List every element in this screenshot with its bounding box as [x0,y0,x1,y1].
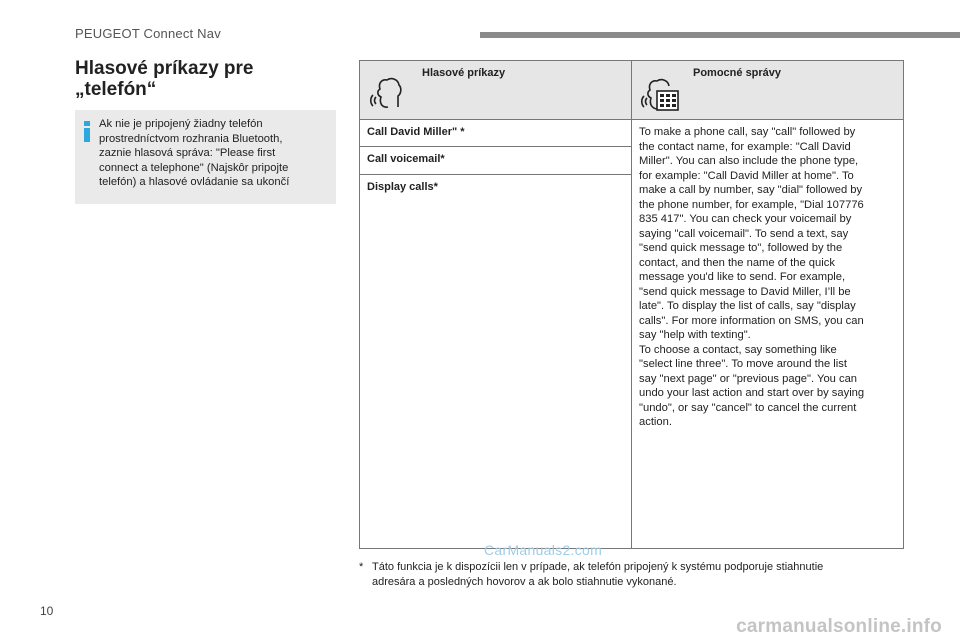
help-line: make a call by number, say "dial" followed by [639,184,863,196]
footnote [359,560,919,590]
site-watermark: carmanualsonline.info [736,616,942,637]
help-line: contact, and then the name of the quick [639,256,835,269]
help-line: late". To display the list of calls, say "display [639,300,856,312]
help-line: for example: "Call David Miller at home". To [639,169,854,182]
info-icon [83,121,91,142]
help-line: To make a phone call, say "call" followed by [639,126,856,138]
info-line: telefón) a hlasové ovládanie sa ukončí [99,176,290,189]
info-line: connect a telephone" (Najskôr pripojte [99,161,289,174]
section-title-line-2: „telefón“ [75,79,157,100]
info-line: prostredníctvom rozhrania Bluetooth, [99,132,283,145]
help-line: calls". For more information on SMS, you can [639,314,864,327]
help-line: Miller". You can also include the phone type, [639,155,859,167]
info-line: zaznie hlasová správa: "Please first [99,147,276,160]
header-bar [480,32,960,38]
help-messages-column [632,61,903,548]
command-display-calls: Display calls* [367,181,438,193]
speaking-head-screen-icon [640,71,680,113]
commands-column [360,61,632,548]
help-line: the contact name, for example: "Call David [639,140,851,153]
footnote-line-2: adresára a posledných hovorov a ak bolo stiahnutie vykonané. [372,576,677,588]
help-line: say "help with texting". [639,329,751,341]
footnote-line-1: Táto funkcia je k dispozícii len v prípade, ak telefón pripojený k systému podporuje stiahnutie [372,561,824,573]
help-line: 835 417". You can check your voicemail by [639,213,852,225]
help-line: saying "call voicemail". To send a text, say [639,227,849,240]
help-line: "send quick message to David Miller, I’ll be [639,285,851,298]
help-message-text [632,120,903,435]
help-messages-column-header [632,61,903,120]
help-line: "send quick message to", followed by the [639,242,843,254]
page-number: 10 [40,604,54,618]
help-messages-column-title: Pomocné správy [693,67,782,79]
info-line: Ak nie je pripojený žiadny telefón [99,118,263,130]
info-box [75,110,336,204]
watermark: CarManuals2.com [484,542,603,558]
help-line: message you'd like to send. For example, [639,271,846,283]
help-line: the phone number, for example, "Dial 107776 [639,198,864,211]
footnote-marker: * [359,561,364,573]
commands-column-title: Hlasové príkazy [422,67,506,79]
help-line: action. [639,416,672,428]
command-call-contact: Call David Miller" * [360,120,631,147]
help-line: "undo", or say "cancel" to cancel the current [639,401,857,414]
info-text [99,117,326,190]
section-title-line-1: Hlasové príkazy pre [75,58,254,79]
section-title [75,58,345,100]
help-line: To choose a contact, say something like [639,343,837,356]
help-line: "select line three". To move around the list [639,358,847,370]
help-line: say "next page" or "previous page". You can [639,372,858,385]
help-line: undo your last action and start over by saying [639,387,865,399]
speaking-head-icon [368,71,408,113]
command-call-voicemail: Call voicemail* [360,147,631,175]
document-header-title: PEUGEOT Connect Nav [75,26,221,41]
voice-commands-table [359,60,904,549]
commands-column-header [360,61,631,120]
